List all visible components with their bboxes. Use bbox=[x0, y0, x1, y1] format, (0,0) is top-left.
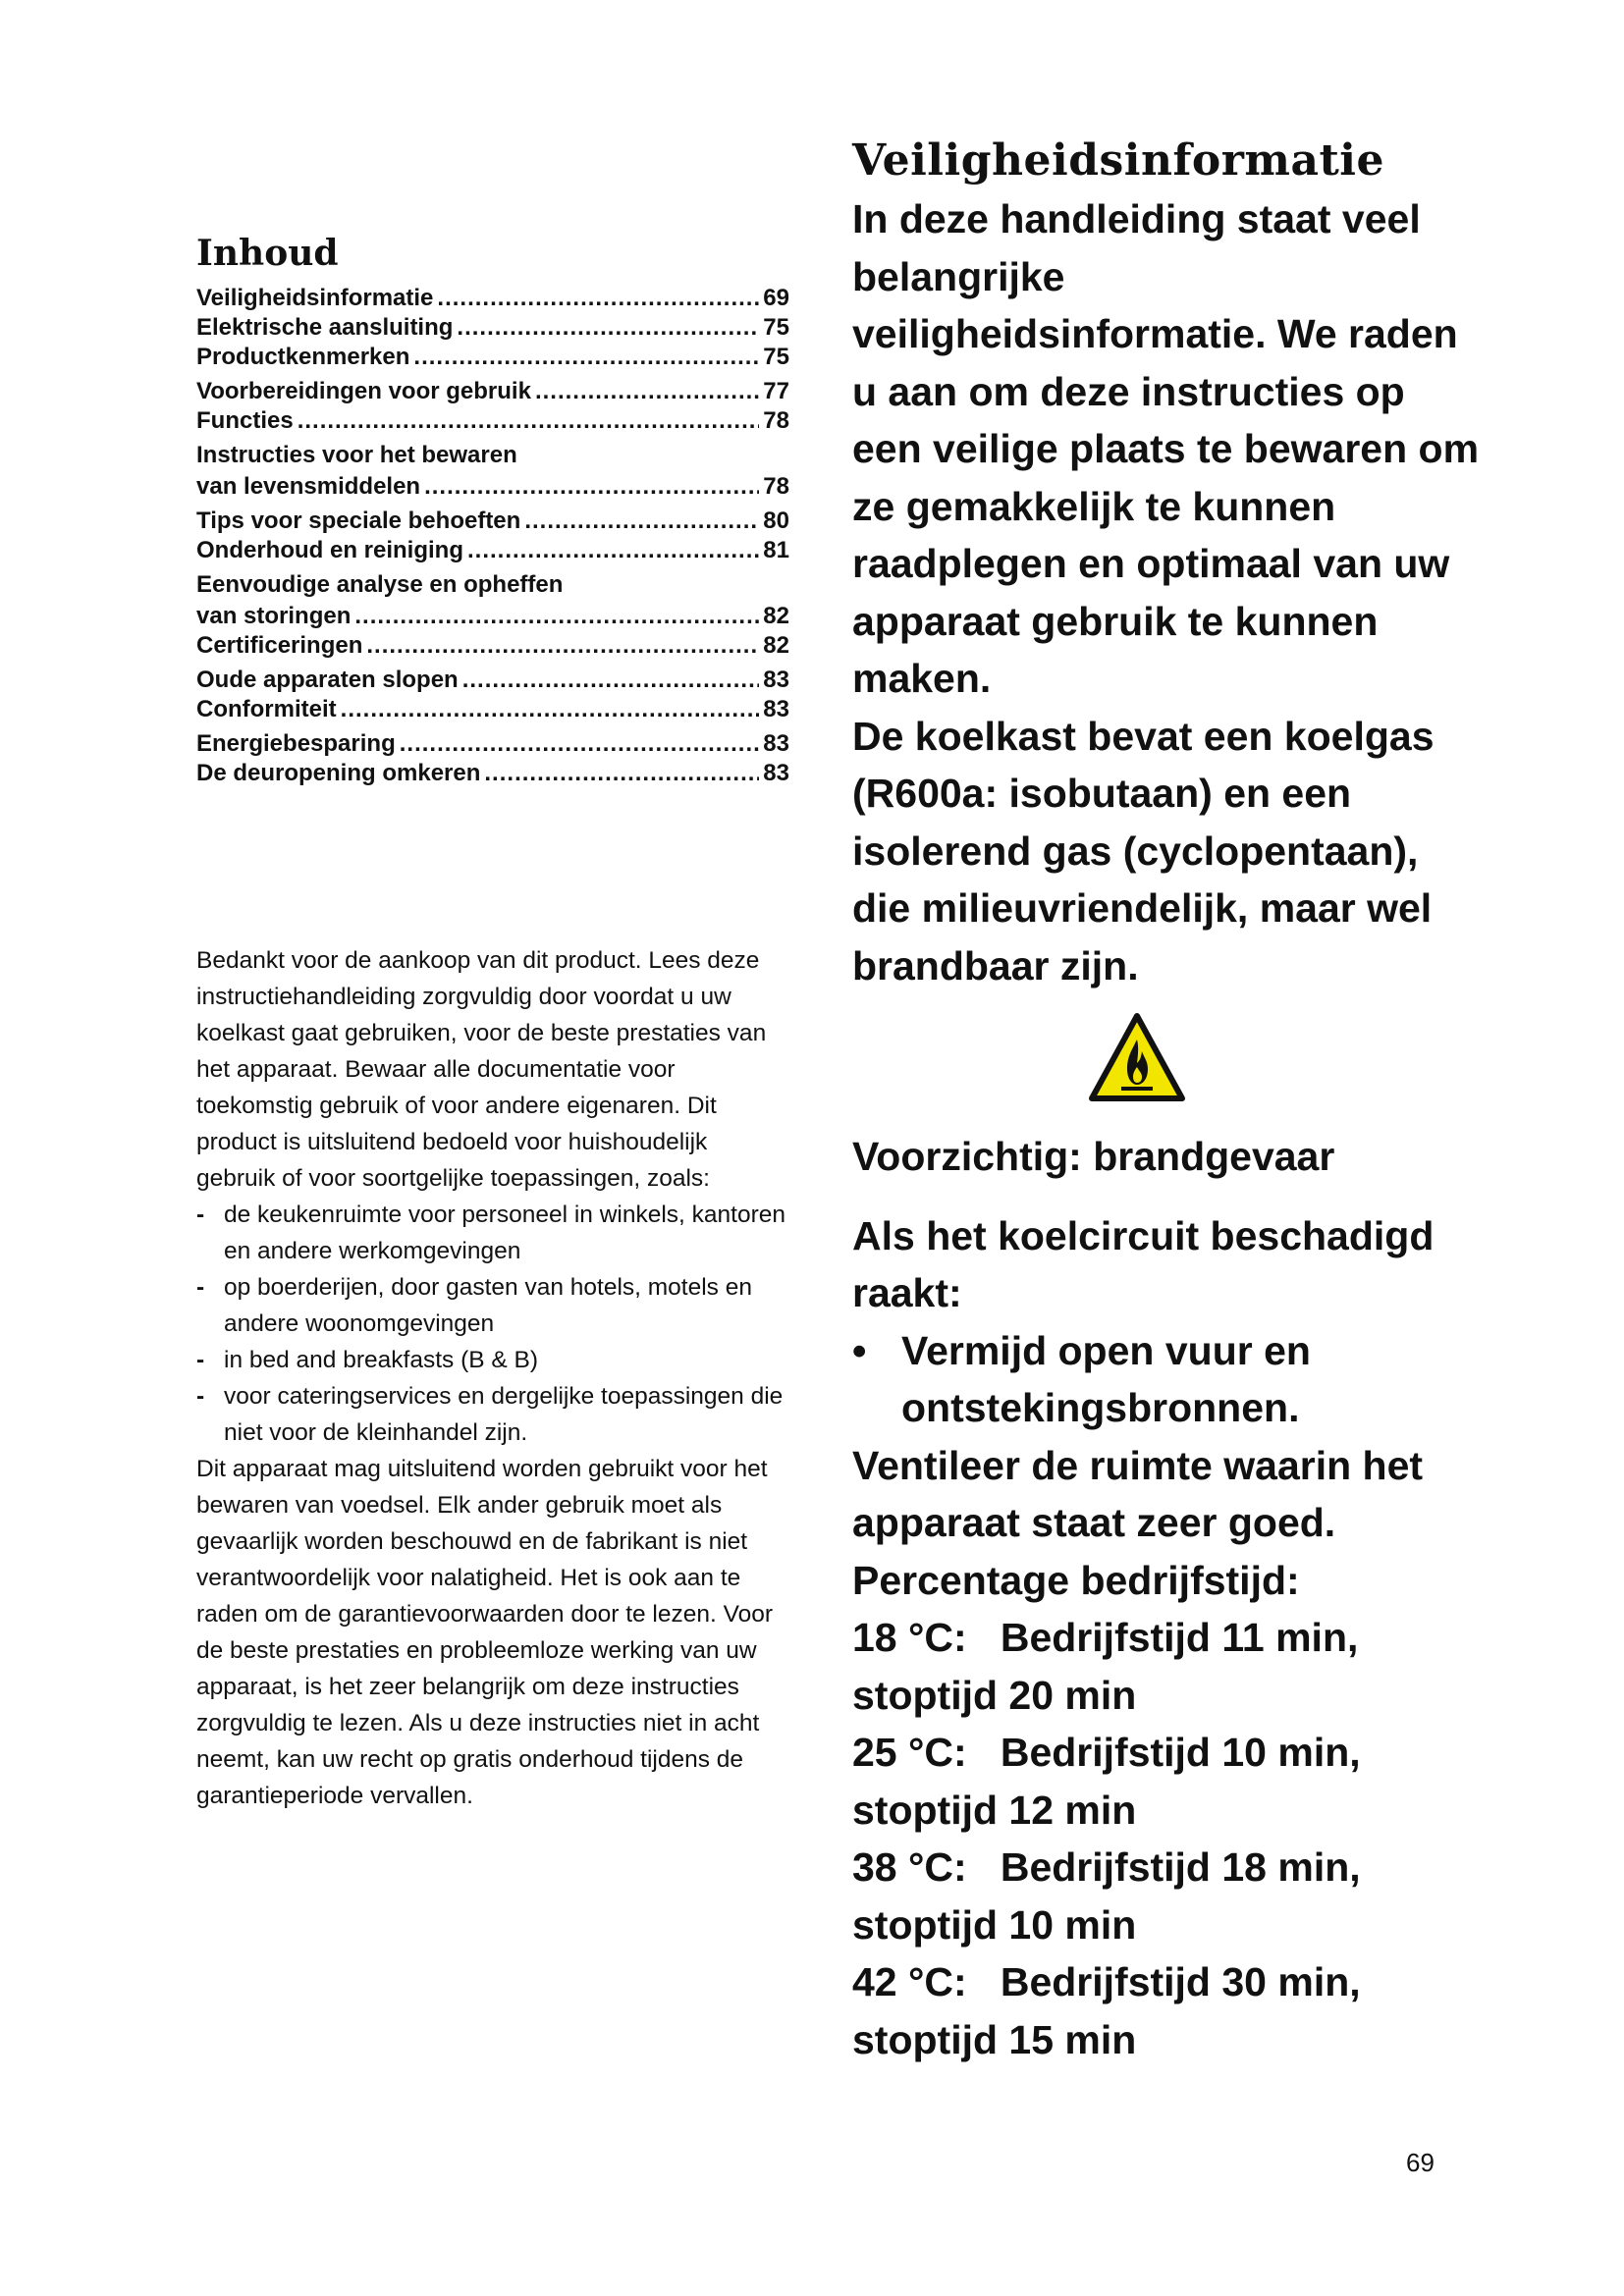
temp-value: 25 °C: bbox=[852, 1730, 967, 1775]
damaged-heading: Als het koelcircuit beschadigd raakt: bbox=[852, 1212, 1435, 1315]
toc-entry-page: 82 bbox=[763, 632, 789, 659]
toc-entry-label: Tips voor speciale behoeften bbox=[196, 507, 521, 534]
toc-entry[interactable] bbox=[196, 728, 789, 760]
toc-entry[interactable] bbox=[196, 758, 789, 789]
intro-bullet bbox=[196, 1197, 789, 1269]
safety-paragraph: In deze handleiding staat veel belangrijke veiligheidsinformatie. We raden u aan om deze instructies op een veilige plaats te bewaren om ze gemakkelijk te kunnen raadplegen en optimaal van uw apparaat gebruik te kunnen maken. bbox=[852, 196, 1480, 701]
toc-entry-page: 75 bbox=[763, 344, 789, 370]
bullet-marker: - bbox=[196, 1347, 205, 1373]
toc-entry-page: 81 bbox=[763, 537, 789, 563]
toc-entry[interactable] bbox=[196, 665, 789, 696]
toc-entry-label: Certificeringen bbox=[196, 632, 363, 659]
caution-heading: Voorzichtig: brandgevaar bbox=[852, 1134, 1335, 1179]
temp-row bbox=[852, 1839, 1481, 1953]
toc-list bbox=[196, 283, 789, 789]
toc-entry-page: 83 bbox=[763, 696, 789, 722]
intro-paragraph: Dit apparaat mag uitsluitend worden gebruikt voor het bewaren van voedsel. Elk ander gebruik moet als gevaarlijk worden beschouwd en de fabrikant is niet verantwoordelijk voor nalatigheid. Het is ook aan te raden om de garantievoorwaarden door te lezen. Voor de beste prestaties en probleemloze werking van uw apparaat, is het zeer belangrijk om deze instructies zorgvuldig te lezen. Als u deze instructies niet in acht neemt, kan uw recht op gratis onderhoud tijdens de garantieperiode vervallen. bbox=[196, 1456, 774, 1809]
toc-entry-label: Eenvoudige analyse en opheffen bbox=[196, 571, 564, 598]
intro-text bbox=[196, 942, 789, 1814]
toc-entry-page: 83 bbox=[763, 760, 789, 786]
intro-bullet bbox=[196, 1269, 789, 1342]
temp-value: 38 °C: bbox=[852, 1844, 967, 1890]
toc-entry[interactable] bbox=[196, 630, 789, 662]
toc-entry-page: 78 bbox=[763, 473, 789, 500]
toc-entry[interactable] bbox=[196, 694, 789, 725]
stop-time: stoptijd 20 min bbox=[852, 1672, 1137, 1718]
safety-paragraph: De koelkast bevat een koelgas (R600a: isobutaan) en een isolerend gas (cyclopentaan), die milieuvriendelijk, maar wel brandbaar zijn. bbox=[852, 713, 1435, 988]
bullet-marker: - bbox=[196, 1201, 205, 1228]
toc-entry-label: Voorbereidingen voor gebruik bbox=[196, 378, 531, 404]
toc-entry-page: 69 bbox=[763, 285, 789, 311]
temp-value: 42 °C: bbox=[852, 1959, 967, 2004]
section-title: Veiligheidsinformatie bbox=[852, 135, 1385, 186]
toc-entry-label: Elektrische aansluiting bbox=[196, 314, 454, 341]
toc-entry-page: 75 bbox=[763, 314, 789, 341]
toc-entry-label: Productkenmerken bbox=[196, 344, 410, 370]
toc-entry-label: Onderhoud en reiniging bbox=[196, 537, 463, 563]
intro-bullet bbox=[196, 1378, 789, 1451]
toc-entry-page: 83 bbox=[763, 730, 789, 757]
temp-row bbox=[852, 1609, 1481, 1724]
stop-time: stoptijd 12 min bbox=[852, 1787, 1137, 1833]
toc-entry-label-continued: van storingen bbox=[196, 603, 352, 629]
toc-entry-label: Conformiteit bbox=[196, 696, 337, 722]
flammable-warning-icon bbox=[1088, 1012, 1186, 1102]
toc-entry-label: Functies bbox=[196, 407, 294, 434]
toc-entry-page: 80 bbox=[763, 507, 789, 534]
toc-entry-label: Instructies voor het bewaren bbox=[196, 442, 517, 468]
bullet-text: Vermijd open vuur en ontstekingsbronnen. bbox=[901, 1327, 1311, 1430]
toc-entry[interactable] bbox=[196, 405, 789, 437]
bullet-marker: • bbox=[852, 1327, 867, 1373]
toc-entry-label: Oude apparaten slopen bbox=[196, 667, 459, 693]
stop-time: stoptijd 10 min bbox=[852, 1901, 1137, 1948]
toc-entry-page: 82 bbox=[763, 603, 789, 629]
toc-entry-label: Energiebesparing bbox=[196, 730, 396, 757]
ventilate-text: Ventileer de ruimte waarin het apparaat staat zeer goed. bbox=[852, 1442, 1424, 1545]
bullet-marker: - bbox=[196, 1274, 205, 1301]
bullet-marker: - bbox=[196, 1383, 205, 1410]
toc-entry-label-continued: van levensmiddelen bbox=[196, 473, 421, 500]
toc-entry[interactable] bbox=[196, 535, 789, 566]
temp-row bbox=[852, 1724, 1481, 1839]
toc-entry[interactable] bbox=[196, 283, 789, 314]
toc-entry-label: De deuropening omkeren bbox=[196, 760, 481, 786]
intro-paragraph: Bedankt voor de aankoop van dit product. Lees deze instructiehandleiding zorgvuldig door voordat u uw koelkast gaat gebruiken, voor de beste prestaties van het apparaat. Bewaar alle documentatie voor toekomstig gebruik of voor andere eigenaren. Dit product is uitsluitend bedoeld voor huishoudelijk gebruik of voor soortgelijke toepassingen, zoals: bbox=[196, 947, 767, 1192]
safety-bullet bbox=[852, 1322, 1481, 1437]
bullet-text: op boerderijen, door gasten van hotels, motels en andere woonomgevingen bbox=[224, 1274, 752, 1337]
toc-entry-label: Veiligheidsinformatie bbox=[196, 285, 434, 311]
toc-title: Inhoud bbox=[196, 233, 339, 274]
run-time: Bedrijfstijd 30 min, bbox=[1000, 1959, 1361, 2004]
bullet-text: voor cateringservices en dergelijke toepassingen die niet voor de kleinhandel zijn. bbox=[224, 1383, 784, 1446]
page-number: 69 bbox=[1406, 2148, 1435, 2177]
stop-time: stoptijd 15 min bbox=[852, 2016, 1137, 2062]
bullet-text: de keukenruimte voor personeel in winkels, kantoren en andere werkomgevingen bbox=[224, 1201, 785, 1264]
toc-entry-page: 78 bbox=[763, 407, 789, 434]
run-time: Bedrijfstijd 11 min, bbox=[1000, 1615, 1359, 1660]
toc-entry-page: 83 bbox=[763, 667, 789, 693]
toc-entry[interactable] bbox=[196, 376, 789, 407]
intro-bullet bbox=[196, 1342, 789, 1378]
run-time: Bedrijfstijd 18 min, bbox=[1000, 1844, 1361, 1890]
temp-row bbox=[852, 1953, 1481, 2068]
run-time: Bedrijfstijd 10 min, bbox=[1000, 1730, 1361, 1775]
toc-entry[interactable] bbox=[196, 342, 789, 373]
toc-entry[interactable] bbox=[196, 506, 789, 537]
toc-entry-page: 77 bbox=[763, 378, 789, 404]
percentage-heading: Percentage bedrijfstijd: bbox=[852, 1557, 1300, 1603]
safety-section bbox=[852, 132, 1481, 2068]
toc-entry[interactable] bbox=[196, 440, 789, 503]
toc-entry[interactable] bbox=[196, 569, 789, 632]
table-of-contents bbox=[196, 232, 789, 789]
temp-value: 18 °C: bbox=[852, 1615, 967, 1660]
toc-entry[interactable] bbox=[196, 312, 789, 344]
bullet-text: in bed and breakfasts (B & B) bbox=[224, 1347, 539, 1373]
